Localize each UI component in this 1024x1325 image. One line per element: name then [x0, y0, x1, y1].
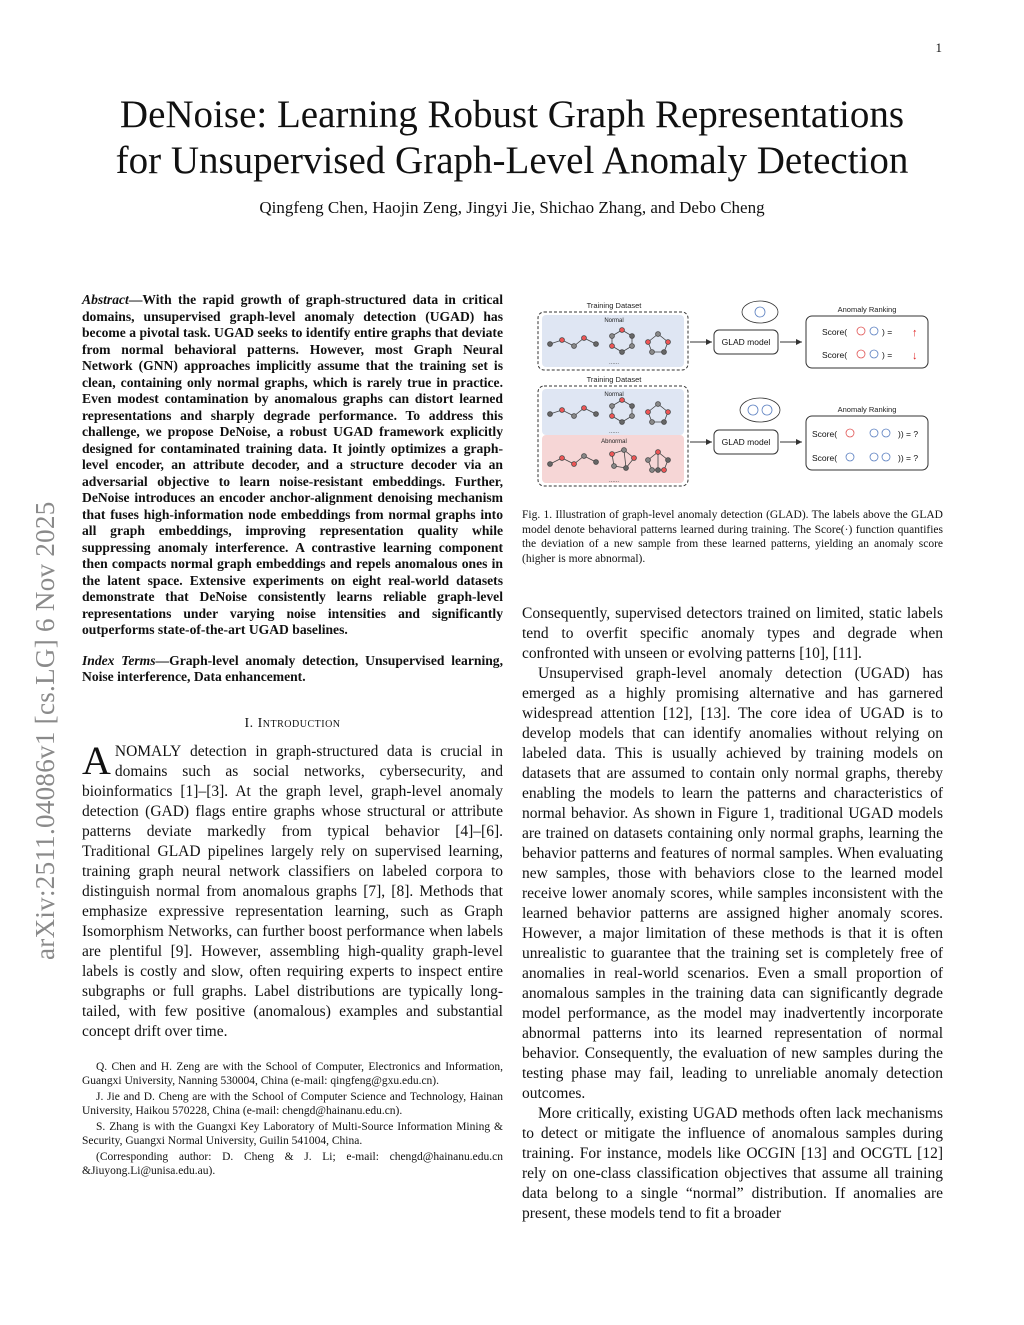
abstract [82, 292, 503, 639]
right-column [522, 292, 943, 1224]
score-graph-icon [870, 327, 878, 335]
top-score-2-eq: ) = [882, 350, 893, 360]
top-normal-label: Normal [604, 318, 624, 324]
score-graph-icon [846, 429, 854, 437]
bottom-thought-bubble [740, 398, 780, 422]
title-line-1: DeNoise: Learning Robust Graph Representations [119, 93, 905, 136]
bottom-score-1: Score( [812, 429, 838, 439]
bottom-normal-label: Normal [604, 392, 624, 398]
bottom-score-1-eq: )) = ? [898, 429, 919, 439]
paper-title [60, 92, 964, 184]
score-graph-icon [882, 453, 890, 461]
top-training-label: Training Dataset [586, 301, 642, 310]
top-thought-bubble [742, 301, 778, 323]
footnote: J. Jie and D. Cheng are with the School of Computer Science and Technology, Hainan University, Haikou 570228, China (e-mail: chengd@hainanu.edu.cn). [82, 1090, 503, 1117]
bottom-ranking-label: Anomaly Ranking [837, 405, 897, 414]
footnote: Q. Chen and H. Zeng are with the School of Computer, Electronics and Information, Guangxi University, Nanning 530004, China (e-mail: qingfeng@gxu.edu.cn). [82, 1060, 503, 1087]
footnote: (Corresponding author: D. Cheng & J. Li; e-mail: chengd@hainanu.edu.cn &Jiuyong.Li@unisa.edu.au). [82, 1150, 503, 1177]
top-score-1-eq: ) = [882, 327, 893, 337]
bottom-ellipsis-abnormal: ...... [608, 478, 620, 484]
arxiv-identifier[interactable]: arXiv:2511.04086v1 [cs.LG] 6 Nov 2025 [30, 501, 60, 960]
drop-cap: A [82, 737, 111, 783]
top-score-1: Score( [822, 327, 848, 337]
footnote: S. Zhang is with the Guangxi Key Laboratory of Multi-Source Information Mining & Security, Guangxi Normal University, Guilin 541004, China. [82, 1120, 503, 1147]
bottom-score-2: Score( [812, 453, 838, 463]
top-ranking-box [806, 316, 928, 368]
top-score-2: Score( [822, 350, 848, 360]
abstract-lead: Abstract [82, 292, 129, 307]
intro-text: detection in graph-structured data is crucial in domains such as social networks, cybersecurity, and bioinformatics [1]–[3]. At the graph level, graph-level anomaly detection (GAD) flags entire graphs whose structural or attribute patterns deviate markedly from typical behavior [4]–[6]. Traditional GLAD pipelines largely rely on supervised learning, training graph neural network classifiers on labeled corpora to distinguish normal from anomalous graphs [7], [8]. Methods that emphasize expressive representation learning, such as Graph Isomorphism Networks, can further boost performance when labels are plentiful [9]. However, assembling high-quality graph-level labels is costly and slow, often requiring experts to inspect entire subgraphs or full graphs. Label distributions are typically long-tailed, with few positive (anomalous) examples and substantial concept drift over time. [82, 742, 503, 1040]
figure-1 [522, 296, 943, 492]
right-column-text [522, 604, 943, 1224]
footnotes [82, 1060, 503, 1179]
index-terms [82, 653, 503, 686]
bottom-ellipsis-normal: ...... [608, 429, 620, 435]
index-terms-text: —Graph-level anomaly detection, Unsupervised learning, Noise interference, Data enhancement. [82, 652, 503, 684]
score-graph-icon [870, 453, 878, 461]
bottom-training-label: Training Dataset [586, 375, 642, 384]
abstract-text: —With the rapid growth of graph-structured data in critical domains, unsupervised graph-level anomaly detection (UGAD) has become a pivotal task. UGAD seeks to identify entire graphs that deviate from normal behavioral patterns. However, most Graph Neural Network (GNN) approaches implicitly assume that the training set is clean, containing only normal graphs, which is rarely true in practice. Even modest contamination by anomalous graphs can distort learned representations and sharply degrade performance. To address this challenge, we propose DeNoise, a robust UGAD framework explicitly designed for contaminated training data. It jointly optimizes a graph-level encoder, an attribute decoder, and a structure decoder via an adversarial objective to learn noise-resistant embeddings. Further, DeNoise introduces an encoder anchor-alignment denoising mechanism that fuses high-information node embeddings from normal graphs into all graph embeddings, improving representation quality while suppressing anomaly interference. A contrastive learning component then compacts normal graph embeddings and repels anomalous ones in the latent space. Extensive experiments on eight real-world datasets demonstrate that DeNoise consistently learns reliable graph-level representations under varying noise intensities and significantly outperforms state-of-the-art UGAD baselines. [82, 292, 503, 637]
figure-1-caption: Fig. 1. Illustration of graph-level anomaly detection (GLAD). The labels above the GLAD model denote behavioral patterns learned during training. The Score(·) function quantifies the deviation of a new sample from these learned patterns, yielding an anomaly score (higher is more abnormal). [522, 509, 943, 565]
bottom-glad-model-label: GLAD model [721, 437, 771, 447]
section-heading-introduction: I. Introduction [244, 715, 341, 731]
score-graph-icon [857, 350, 865, 358]
author-list: Qingfeng Chen, Haojin Zeng, Jingyi Jie, Shichao Zhang, and Debo Cheng [259, 198, 765, 217]
top-glad-model-label: GLAD model [721, 337, 771, 347]
page-number: 1 [935, 40, 942, 55]
score-graph-icon [870, 429, 878, 437]
bottom-abnormal-label: Abnormal [601, 439, 627, 445]
score-down-arrow: ↓ [912, 350, 918, 362]
intro-paragraph [82, 737, 503, 1042]
score-graph-icon [846, 453, 854, 461]
body-paragraph: More critically, existing UGAD methods often lack mechanisms to detect or mitigate the influence of anomalous samples during training. For instance, models like OCGIN [13] and OCGTL [12] rely on one-class classification objectives that assume all training data belong to a single “normal” distribution. If anomalies are present, these models tend to fit a broader [522, 1105, 943, 1222]
body-paragraph: Consequently, supervised detectors trained on limited, static labels tend to overfit specific anomaly types and degrade when confronted with unseen or evolving patterns [10], [11]. [522, 605, 943, 662]
figure-1-diagram [522, 296, 943, 492]
score-graph-icon [870, 350, 878, 358]
index-terms-lead: Index Terms [82, 652, 156, 668]
score-graph-icon [882, 429, 890, 437]
score-graph-icon [857, 327, 865, 335]
score-up-arrow: ↑ [912, 327, 918, 339]
top-ranking-label: Anomaly Ranking [837, 305, 897, 314]
left-column [82, 292, 503, 1180]
bottom-score-2-eq: )) = ? [898, 453, 919, 463]
top-ellipsis: ...... [608, 360, 620, 366]
intro-small-caps: NOMALY [114, 742, 182, 760]
body-paragraph: Unsupervised graph-level anomaly detection (UGAD) has emerged as a highly promising alternative and has garnered widespread attention [12], [13]. The core idea of UGAD is to develop models that can identify anomalies without relying on labeled data. This is usually achieved by training models on datasets that are assumed to contain only normal graphs, thereby enabling the models to learn the patterns and characteristics of normal behavior. As shown in Figure 1, traditional UGAD models are trained on datasets containing only normal graphs, learning the behavior patterns and features of normal samples. When evaluating new samples, those with behaviors close to the learned model receive lower anomaly scores, while samples inconsistent with the learned behavior patterns are assigned higher anomaly scores. However, a major limitation of these methods is that it is often unrealistic to guarantee that the training set is completely free of anomalies in real-world scenarios. Even a small proportion of anomalous samples in the training data can significantly degrade model performance, as the model may inadvertently incorporate abnormal patterns into its learned representation of normal behavior. Consequently, the evaluation of new samples during the testing phase may fail, leading to unreliable anomaly detection outcomes. [522, 665, 943, 1102]
title-line-2: for Unsupervised Graph-Level Anomaly Detection [115, 139, 909, 182]
